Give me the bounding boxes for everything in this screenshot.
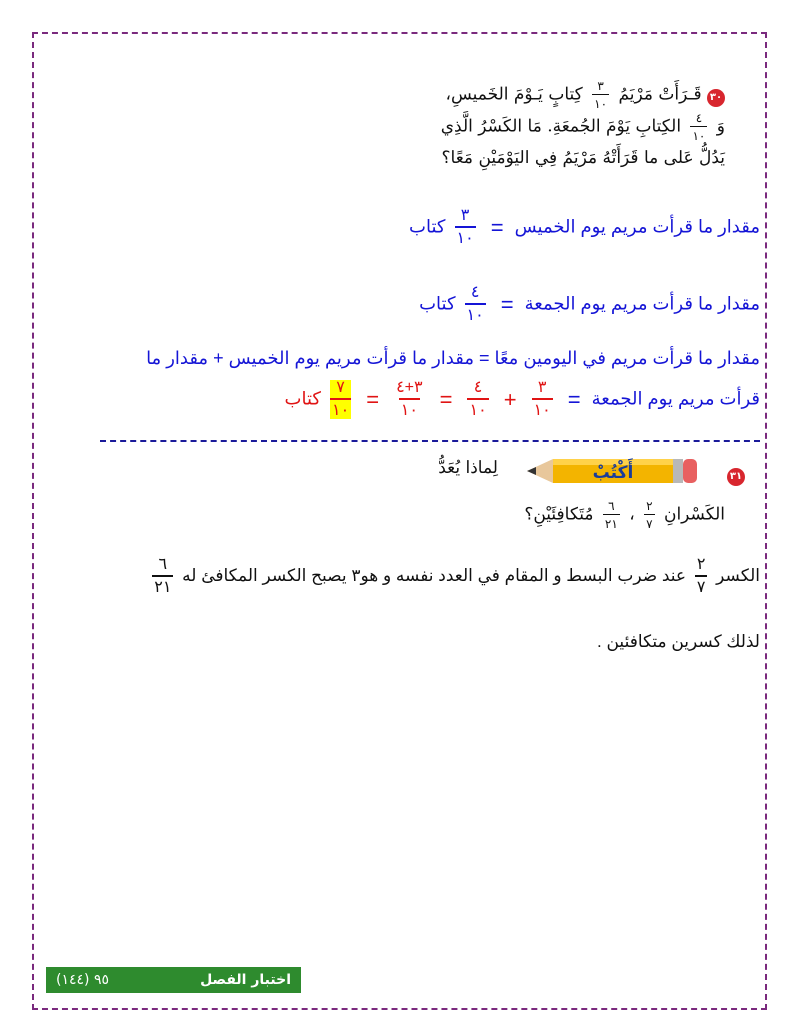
problem-31-badge: ٣١ [727, 464, 745, 486]
fraction: $\frac{٣}{١٠}$ [594, 79, 608, 111]
fraction: $\frac{٣+٤}{١٠}$ [396, 379, 423, 419]
fraction: $\frac{٦}{٢١}$ [604, 499, 618, 531]
answer-31-line2: لذلك كسرين متكافئين . [597, 632, 760, 651]
pencil-label: أَكْتُبْ [592, 463, 634, 483]
fraction: $\frac{٣}{١٠}$ [456, 207, 474, 247]
footer-label: اختبار الفصل [200, 972, 291, 988]
answer-total-line1: مقدار ما قرأت مريم في اليومين معًا = مقدار ما قرأت مريم يوم الخميس + مقدار ما [146, 348, 760, 368]
result-fraction: $\frac{٧}{١٠}$ [331, 379, 350, 419]
footer-bar [46, 967, 301, 993]
fraction: $\frac{٢}{٧}$ [646, 499, 653, 531]
page-number: (١٤٤) ٩٥ [56, 972, 109, 988]
problem-text: كِتابٍ يَـوْمَ الخَميسِ، [445, 84, 583, 105]
problem-31-line2: الكَسْرانِ $\frac{٢}{٧}$ ، $\frac{٦}{٢١}$ مُتَكافِئَيْنِ؟ [524, 499, 725, 531]
problem-text: الكِتابِ يَوْمَ الجُمعَةِ. مَا الكَسْرُ الَّذِي [440, 116, 682, 137]
problem-text: قَـرَأَتْ مَرْيَمُ [618, 84, 702, 105]
fraction: $\frac{٤}{١٠}$ [692, 111, 706, 143]
fraction: $\frac{٦}{٢١}$ [154, 556, 172, 596]
problem-text: وَ [716, 116, 725, 137]
fraction: $\frac{٤}{١٠}$ [469, 379, 487, 419]
answer-31-line1: الكسر $\frac{٢}{٧}$ عند ضرب البسط و المقام في العدد نفسه و هو٣ يصبح الكسر المكافئ له $\frac{٦}{٢١}$ [154, 556, 760, 596]
pencil-icon [527, 455, 697, 487]
problem-text: يَدُلُّ عَلى ما قَرَأَتْهُ مَرْيَمُ فِي اليَوْمَيْنِ مَعًا؟ [441, 148, 725, 168]
problem-30 [125, 80, 725, 172]
problem-31-line1: لِماذا يُعَدُّ [438, 458, 498, 478]
answer-friday: مقدار ما قرأت مريم يوم الجمعة = $\frac{٤}{١٠}$ كتاب [419, 284, 760, 324]
problem-number-badge: ٣٠ [707, 89, 725, 107]
answer-total-line2: قرأت مريم يوم الجمعة = $\frac{٣}{١٠}$ + $\frac{٤}{١٠}$ = $\frac{٣+٤}{١٠}$ = $\frac{٧}{١٠}$ كتاب [284, 379, 760, 419]
answer-thursday: مقدار ما قرأت مريم يوم الخميس = $\frac{٣}{١٠}$ كتاب [409, 207, 760, 247]
fraction: $\frac{٣}{١٠}$ [533, 379, 551, 419]
fraction: $\frac{٢}{٧}$ [696, 556, 706, 596]
section-divider [100, 440, 760, 442]
fraction: $\frac{٤}{١٠}$ [466, 284, 484, 324]
